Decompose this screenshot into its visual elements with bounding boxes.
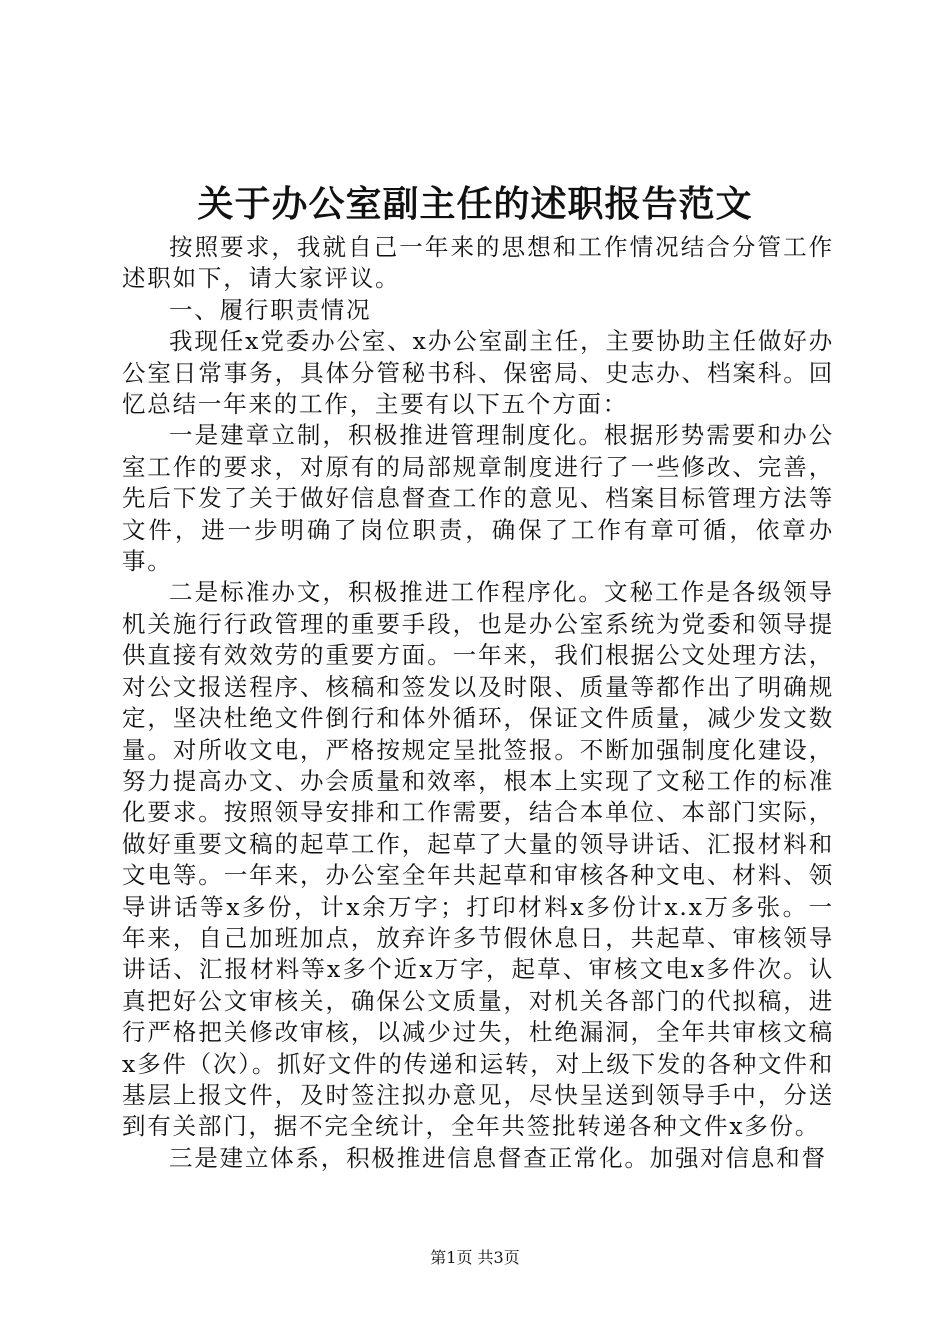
paragraph-point-two: 二是标准办文，积极推进工作程序化。文秘工作是各级领导机关施行行政管理的重要手段，也是办公室系统为党委和领导提供直接有效效劳的重要方面。一年来，我们根据公文处理方法，对公文报送程序、核稿和签发以及时限、质量等都作出了明确规定，坚决杜绝文件倒行和体外循环，保证文件质量，减少发文数量。对所收文电，严格按规定呈批签报。不断加强制度化建设，努力提高办文、办会质量和效率，根本上实现了文秘工作的标准化要求。按照领导安排和工作需要，结合本单位、本部门实际，做好重要文稿的起草工作，起草了大量的领导讲话、汇报材料和文电等。一年来，办公室全年共起草和审核各种文电、材料、领导讲话等x多份，计x余万字；打印材料x多份计x.x万多张。一年来，自己加班加点，放弃许多节假休息日，共起草、审核领导讲话、汇报材料等x多个近x万字，起草、审核文电x多件次。认真把好公文审核关，确保公文质量，对机关各部门的代拟稿，进行严格把关修改审核，以减少过失，杜绝漏洞，全年共审核文稿x多件（次）。抓好文件的传递和运转，对上级下发的各种文件和基层上报文件，及时签注拟办意见，尽快呈送到领导手中，分送到有关部门，据不完全统计，全年共签批转递各种文件x多份。 [122,578,834,1141]
paragraph-role: 我现任x党委办公室、x办公室副主任，主要协助主任做好办公室日常事务，具体分管秘书科、保密局、史志办、档案科。回忆总结一年来的工作，主要有以下五个方面： [122,327,834,419]
paragraph-intro: 按照要求，我就自己一年来的思想和工作情况结合分管工作述职如下，请大家评议。 [122,233,834,293]
paragraph-point-one: 一是建章立制，积极推进管理制度化。根据形势需要和办公室工作的要求，对原有的局部规章制度进行了一些修改、完善，先后下发了关于做好信息督查工作的意见、档案目标管理方法等文件，进一步明确了岗位职责，确保了工作有章可循，依章办事。 [122,421,834,576]
document-body [122,232,834,1174]
page-footer: 第1页 共3页 [430,1248,520,1267]
paragraph-point-three: 三是建立体系，积极推进信息督查正常化。加强对信息和督 [169,1143,827,1172]
document-title: 关于办公室副主任的述职报告范文 [197,183,753,225]
section-heading: 一、履行职责情况 [169,295,372,324]
